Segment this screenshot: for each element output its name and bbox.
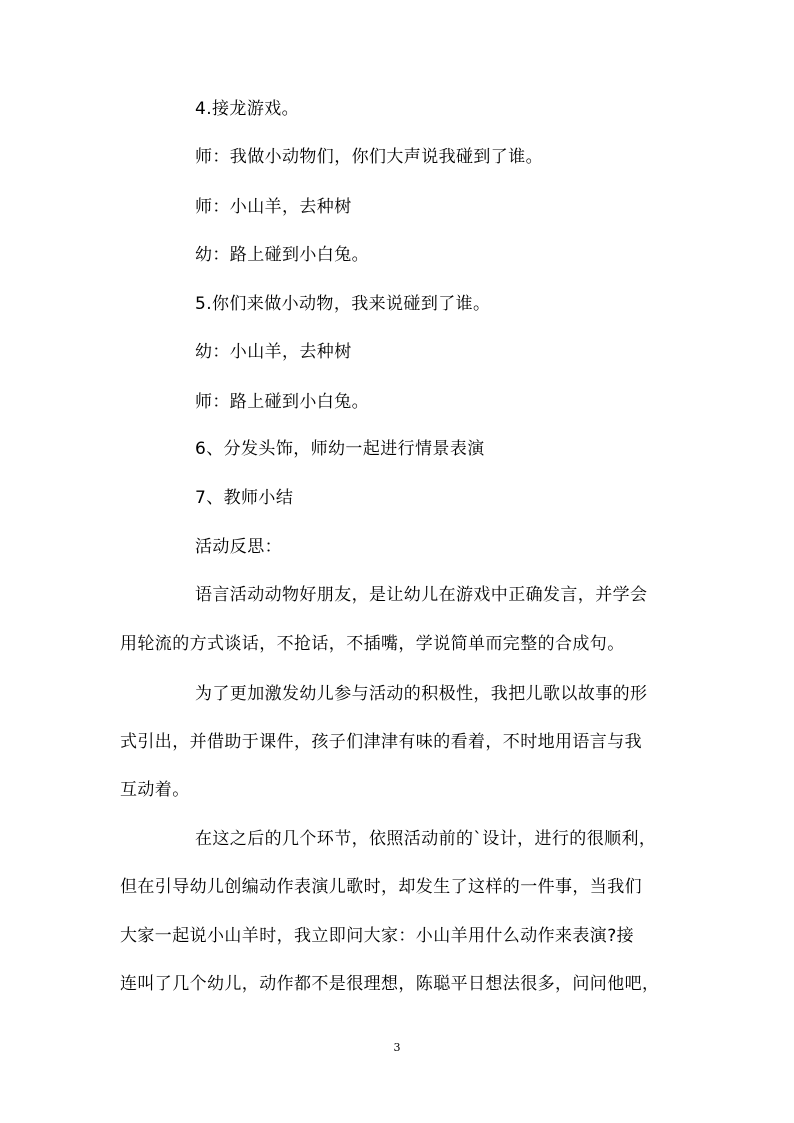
text-line: 幼：小山羊，去种树 [195, 342, 352, 362]
text-line: 7、教师小结 [195, 488, 294, 508]
paragraph-line: 在这之后的几个环节，依照活动前的`设计，进行的很顺利， [195, 829, 657, 849]
text-line: 5.你们来做小动物，我来说碰到了谁。 [195, 294, 491, 314]
paragraph-line: 连叫了几个幼儿，动作都不是很理想，陈聪平日想法很多，问问他吧， [120, 974, 660, 994]
text-line: 幼：路上碰到小白兔。 [195, 245, 369, 265]
paragraph-line: 式引出，并借助于课件，孩子们津津有味的看着，不时地用语言与我 [120, 732, 642, 752]
paragraph-line: 互动着。 [120, 780, 190, 800]
section-heading: 活动反思： [195, 537, 282, 557]
text-line: 6、分发头饰，师幼一起进行情景表演 [195, 439, 485, 459]
text-line: 师：我做小动物们，你们大声说我碰到了谁。 [195, 147, 543, 167]
paragraph-line: 用轮流的方式谈话，不抢话，不插嘴，学说简单而完整的合成句。 [120, 634, 625, 654]
paragraph-line: 为了更加激发幼儿参与活动的积极性，我把儿歌以故事的形 [195, 684, 648, 704]
text-line: 师：路上碰到小白兔。 [195, 392, 369, 412]
paragraph-line: 但在引导幼儿创编动作表演儿歌时，却发生了这样的一件事，当我们 [120, 877, 642, 897]
page-number: 3 [393, 1041, 401, 1054]
text-line: 师：小山羊，去种树 [195, 197, 352, 217]
paragraph-line: 大家一起说小山羊时，我立即问大家：小山羊用什么动作来表演?接 [120, 926, 635, 946]
text-line: 4.接龙游戏。 [195, 99, 300, 119]
paragraph-line: 语言活动动物好朋友，是让幼儿在游戏中正确发言，并学会 [195, 585, 648, 605]
